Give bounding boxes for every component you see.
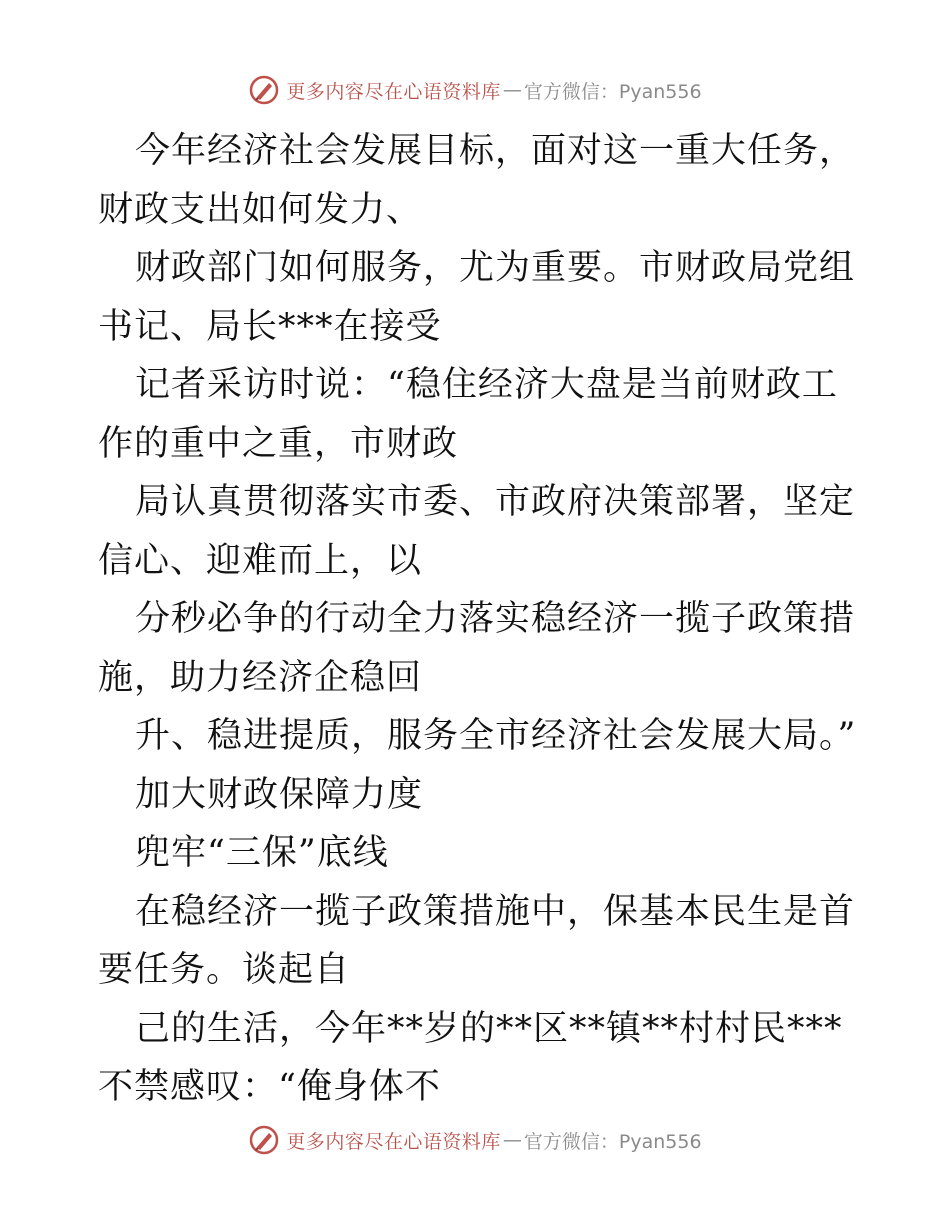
section-heading: 加大财政保障力度 [135,774,424,815]
paragraph: 在稳经济一揽子政策措施中，保基本民生是首要任务。谈起自 [98,891,856,990]
paragraph: 今年经济社会发展目标，面对这一重大任务，财政支出如何发力、 [98,131,856,230]
paragraph: 升、稳进提质，服务全市经济社会发展大局。” [135,716,857,756]
paragraph: 局认真贯彻落实市委、市政府决策部署，坚定信心、迎难而上，以 [98,482,856,581]
banner-title: 更多内容尽在心语资料库 [286,80,501,103]
paragraph: 记者采访时说：“稳住经济大盘是当前财政工作的重中之重，市财政 [98,365,838,464]
pen-seal-icon [248,1124,280,1156]
banner-title: 更多内容尽在心语资料库 [286,1130,501,1153]
paragraph: 分秒必争的行动全力落实稳经济一揽子政策措施，助力经济企稳回 [98,599,856,698]
banner-dash: — [502,79,522,101]
pen-seal-icon [248,74,280,106]
banner-wechat: 官方微信：Pyan556 [523,1130,702,1153]
paragraph: 财政部门如何服务，尤为重要。市财政局党组书记、局长***在接受 [98,248,856,347]
document-body [98,122,858,1117]
section-heading: 兜牢“三保”底线 [135,833,389,873]
footer-banner [0,1120,950,1160]
banner-dash: — [502,1129,522,1151]
header-banner [0,70,950,110]
banner-wechat: 官方微信：Pyan556 [523,80,702,103]
paragraph: 己的生活，今年**岁的**区**镇**村村民***不禁感叹：“俺身体不 [98,1008,843,1107]
